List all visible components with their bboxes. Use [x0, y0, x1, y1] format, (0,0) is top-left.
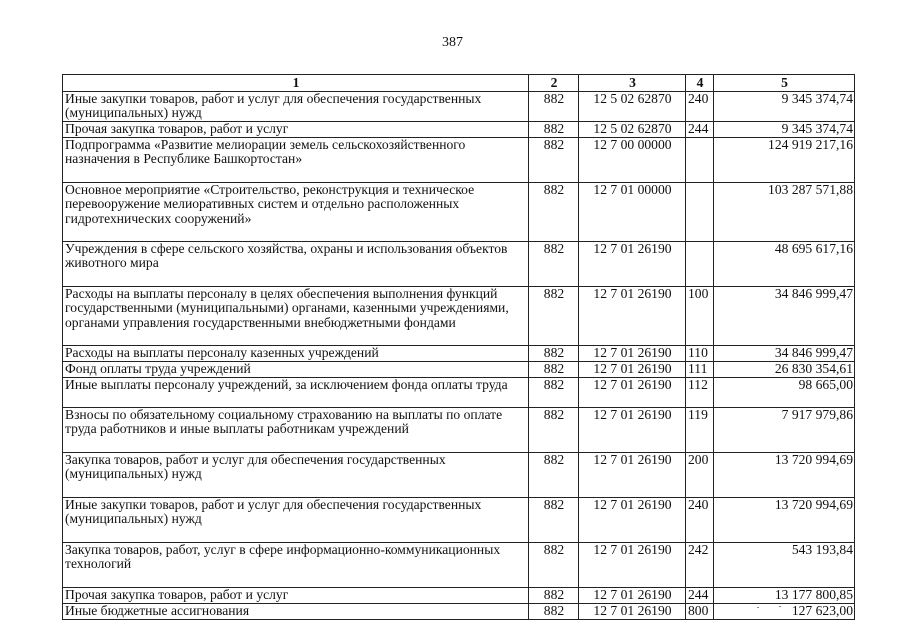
row-code-cell: 12 7 01 00000: [579, 183, 686, 242]
row-sum-cell: 26 830 354,61: [714, 362, 855, 378]
row-sum-cell: 9 345 374,74: [714, 92, 855, 122]
row-admin-cell: 882: [529, 92, 579, 122]
table-row: [63, 122, 855, 138]
column-header-admin: 2: [529, 75, 579, 92]
column-header-sum: 5: [714, 75, 855, 92]
row-admin-cell: 882: [529, 543, 579, 588]
row-name-cell: Учреждения в сфере сельского хозяйства, охраны и использования объектов животного мира: [63, 242, 529, 287]
row-vr-cell: 240: [686, 92, 714, 122]
table-row: [63, 346, 855, 362]
row-sum-cell: 13 720 994,69: [714, 498, 855, 543]
row-sum-cell: 543 193,84: [714, 543, 855, 588]
row-name-cell: Фонд оплаты труда учреждений: [63, 362, 529, 378]
row-sum-cell: 124 919 217,16: [714, 138, 855, 183]
table-row: [63, 588, 855, 604]
row-name-cell: Закупка товаров, работ, услуг в сфере информационно-коммуникационных технологий: [63, 543, 529, 588]
table-row: [63, 138, 855, 183]
row-sum-cell: 9 345 374,74: [714, 122, 855, 138]
table-row: [63, 604, 855, 620]
row-code-cell: 12 7 01 26190: [579, 346, 686, 362]
row-code-cell: 12 7 01 26190: [579, 588, 686, 604]
row-name-cell: Иные выплаты персоналу учреждений, за исключением фонда оплаты труда: [63, 378, 529, 408]
row-vr-cell: 112: [686, 378, 714, 408]
row-vr-cell: 800: [686, 604, 714, 620]
row-admin-cell: 882: [529, 362, 579, 378]
table-row: [63, 498, 855, 543]
row-name-cell: Расходы на выплаты персоналу в целях обеспечения выполнения функций государственными (муниципальными) органами, казенными учреждениями, органами управления государственными внебюджетными фондами: [63, 287, 529, 346]
row-vr-cell: 119: [686, 408, 714, 453]
row-admin-cell: 882: [529, 183, 579, 242]
row-vr-cell: [686, 138, 714, 183]
row-admin-cell: 882: [529, 346, 579, 362]
column-header-vr: 4: [686, 75, 714, 92]
row-code-cell: 12 5 02 62870: [579, 92, 686, 122]
table-row: [63, 453, 855, 498]
table-header-row: [63, 75, 855, 92]
row-vr-cell: 240: [686, 498, 714, 543]
row-admin-cell: 882: [529, 498, 579, 543]
row-admin-cell: 882: [529, 453, 579, 498]
row-sum-cell: 48 695 617,16: [714, 242, 855, 287]
row-admin-cell: 882: [529, 378, 579, 408]
column-header-name: 1: [63, 75, 529, 92]
table-row: [63, 408, 855, 453]
row-code-cell: 12 7 01 26190: [579, 362, 686, 378]
row-admin-cell: 882: [529, 122, 579, 138]
row-name-cell: Прочая закупка товаров, работ и услуг: [63, 588, 529, 604]
row-name-cell: Подпрограмма «Развитие мелиорации земель сельскохозяйственного назначения в Республике Башкортостан»: [63, 138, 529, 183]
row-name-cell: Взносы по обязательному социальному страхованию на выплаты по оплате труда работников и иные выплаты работникам учреждений: [63, 408, 529, 453]
row-code-cell: 12 5 02 62870: [579, 122, 686, 138]
table-row: [63, 287, 855, 346]
table-row: [63, 92, 855, 122]
row-code-cell: 12 7 00 00000: [579, 138, 686, 183]
row-code-cell: 12 7 01 26190: [579, 453, 686, 498]
row-vr-cell: 244: [686, 588, 714, 604]
table-row: [63, 543, 855, 588]
row-sum-cell: 103 287 571,88: [714, 183, 855, 242]
row-admin-cell: 882: [529, 604, 579, 620]
row-vr-cell: 200: [686, 453, 714, 498]
row-admin-cell: 882: [529, 588, 579, 604]
row-vr-cell: [686, 183, 714, 242]
row-vr-cell: [686, 242, 714, 287]
row-name-cell: Иные закупки товаров, работ и услуг для обеспечения государственных (муниципальных) нужд: [63, 498, 529, 543]
row-vr-cell: 100: [686, 287, 714, 346]
row-sum-cell: 13 177 800,85: [714, 588, 855, 604]
page-number: 387: [442, 35, 463, 50]
row-name-cell: Основное мероприятие «Строительство, реконструкция и техническое перевооружение мелиоративных систем и отдельно расположенных гидротехнических сооружений»: [63, 183, 529, 242]
row-name-cell: Иные закупки товаров, работ и услуг для обеспечения государственных (муниципальных) нужд: [63, 92, 529, 122]
row-admin-cell: 882: [529, 287, 579, 346]
row-name-cell: Прочая закупка товаров, работ и услуг: [63, 122, 529, 138]
row-code-cell: 12 7 01 26190: [579, 408, 686, 453]
row-code-cell: 12 7 01 26190: [579, 378, 686, 408]
table-row: [63, 362, 855, 378]
row-sum-cell: 7 917 979,86: [714, 408, 855, 453]
table-body: [63, 92, 855, 620]
row-name-cell: Закупка товаров, работ и услуг для обеспечения государственных (муниципальных) нужд: [63, 453, 529, 498]
row-code-cell: 12 7 01 26190: [579, 604, 686, 620]
column-header-code: 3: [579, 75, 686, 92]
row-vr-cell: 111: [686, 362, 714, 378]
row-code-cell: 12 7 01 26190: [579, 543, 686, 588]
row-admin-cell: 882: [529, 408, 579, 453]
table-row: [63, 183, 855, 242]
row-vr-cell: 244: [686, 122, 714, 138]
row-code-cell: 12 7 01 26190: [579, 287, 686, 346]
row-name-cell: Расходы на выплаты персоналу казенных учреждений: [63, 346, 529, 362]
row-vr-cell: 110: [686, 346, 714, 362]
row-name-cell: Иные бюджетные ассигнования: [63, 604, 529, 620]
table-row: [63, 378, 855, 408]
row-sum-cell: 34 846 999,47: [714, 287, 855, 346]
row-sum-cell: 127 623,00: [714, 604, 855, 620]
row-vr-cell: 242: [686, 543, 714, 588]
row-sum-cell: 13 720 994,69: [714, 453, 855, 498]
row-sum-cell: 98 665,00: [714, 378, 855, 408]
row-code-cell: 12 7 01 26190: [579, 242, 686, 287]
row-admin-cell: 882: [529, 138, 579, 183]
budget-table: [62, 74, 855, 620]
row-sum-cell: 34 846 999,47: [714, 346, 855, 362]
scan-specks: [757, 606, 787, 610]
row-code-cell: 12 7 01 26190: [579, 498, 686, 543]
row-admin-cell: 882: [529, 242, 579, 287]
table-row: [63, 242, 855, 287]
